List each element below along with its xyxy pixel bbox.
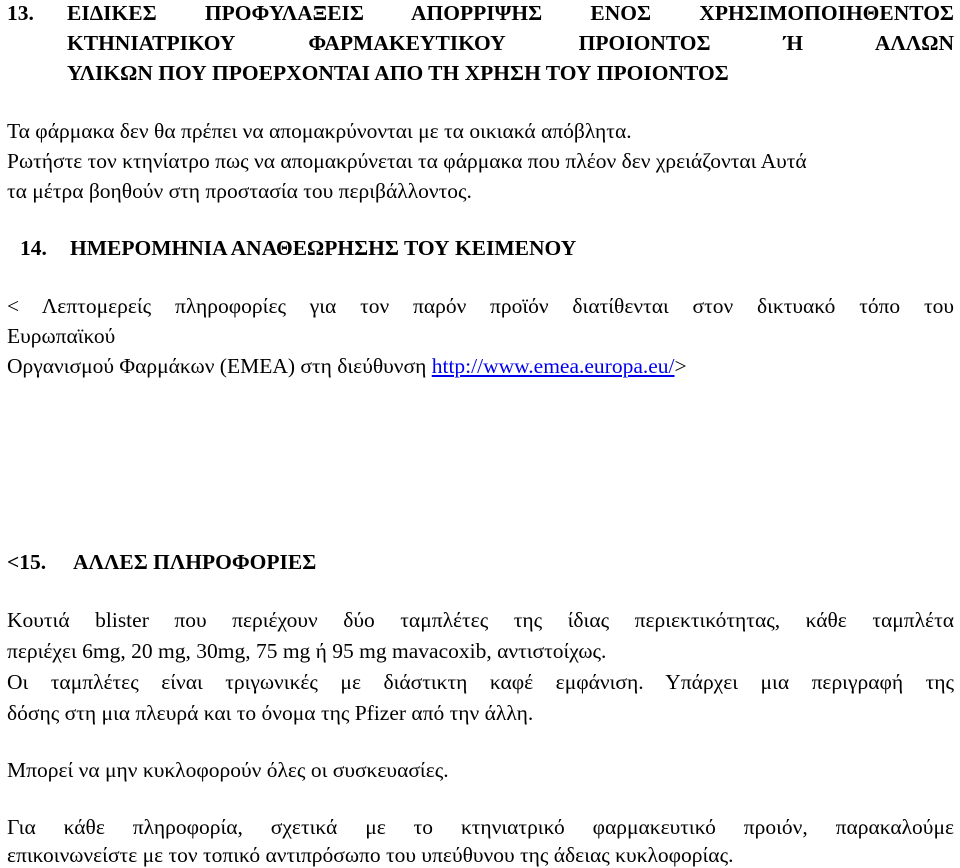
section-15-heading-text: ΑΛΛΕΣ ΠΛΗΡΟΦΟΡΙΕΣ — [73, 550, 317, 574]
section-13-heading-line-3: ΥΛΙΚΩΝ ΠΟΥ ΠΡΟΕΡΧΟΝΤΑΙ ΑΠΟ ΤΗ ΧΡΗΣΗ ΤΟΥ ΠΡΟΙΟΝΤΟΣ — [67, 61, 729, 85]
section-15-para1-line-1: Κουτιά blister που περιέχουν δύο ταμπλέτες της ίδιας περιεκτικότητας, κάθε ταμπλέτα — [7, 608, 954, 632]
section-13-body-line-3: τα μέτρα βοηθούν στη προστασία του περιβάλλοντος. — [7, 179, 472, 203]
section-14-line-1: < Λεπτομερείς πληροφορίες για τον παρόν προϊόν διατίθενται στον δικτυακό τόπο του — [7, 294, 954, 318]
section-14-heading — [20, 238, 576, 260]
section-15-para3-line-1: Για κάθε πληροφορία, σχετικά με το κτηνιατρικό φαρμακευτικό προιόν, παρακαλούμε — [7, 815, 954, 839]
section-14-heading-text: ΗΜΕΡΟΜΗΝΙΑ ΑΝΑΘΕΩΡΗΣΗΣ ΤΟΥ ΚΕΙΜΕΝΟΥ — [70, 236, 577, 260]
section-14-line-3-end: > — [674, 354, 687, 378]
section-14-line-3-text: Οργανισμού Φαρμάκων (ΕΜΕΑ) στη διεύθυνση — [7, 354, 432, 378]
section-13-heading-line-1 — [7, 3, 954, 25]
section-15-para2: Μπορεί να μην κυκλοφορούν όλες οι συσκευασίες. — [7, 758, 449, 782]
section-15-para1-line-3: Οι ταμπλέτες είναι τριγωνικές με διάστικτη καφέ εμφάνιση. Υπάρχει μια περιγραφή της — [7, 670, 954, 694]
section-15-para1-line-2: περιέχει 6mg, 20 mg, 30mg, 75 mg ή 95 mg mavacoxib, αντιστοίχως. — [7, 639, 607, 663]
section-15-para1-line-4: δόσης στη μια πλευρά και το όνομα της Pfizer από την άλλη. — [7, 701, 534, 725]
section-15-para3-line-2: επικοινωνείστε με τον τοπικό αντιπρόσωπο του υπεύθυνου της άδειας κυκλοφορίας. — [7, 843, 734, 867]
section-13-body-line-2: Ρωτήστε τον κτηνίατρο πως να απομακρύνεται τα φάρμακα που πλέον δεν χρειάζονται Αυτά — [7, 149, 807, 173]
section-13-body-line-1: Τα φάρμακα δεν θα πρέπει να απομακρύνονται με τα οικιακά απόβλητα. — [7, 119, 632, 143]
section-13-number: 13. — [7, 1, 34, 25]
emea-website-link[interactable]: http://www.emea.europa.eu/ — [431, 354, 675, 378]
section-13-heading-text-1: ΕΙΔΙΚΕΣ ΠΡΟΦΥΛΑΞΕΙΣ ΑΠΟΡΡΙΨΗΣ ΕΝΟΣ ΧΡΗΣΙΜΟΠΟΙΗΘΕΝΤΟΣ — [67, 1, 954, 25]
section-14-line-3 — [7, 356, 687, 378]
section-15-number: <15. — [7, 550, 47, 574]
section-15-heading — [7, 552, 316, 574]
section-14-number: 14. — [20, 236, 47, 260]
section-13-heading-line-2: ΚΤΗΝΙΑΤΡΙΚΟΥ ΦΑΡΜΑΚΕΥΤΙΚΟΥ ΠΡΟΙΟΝΤΟΣ Ή ΑΛΛΩΝ — [67, 31, 954, 55]
section-14-line-2: Ευρωπαϊκού — [7, 324, 116, 348]
